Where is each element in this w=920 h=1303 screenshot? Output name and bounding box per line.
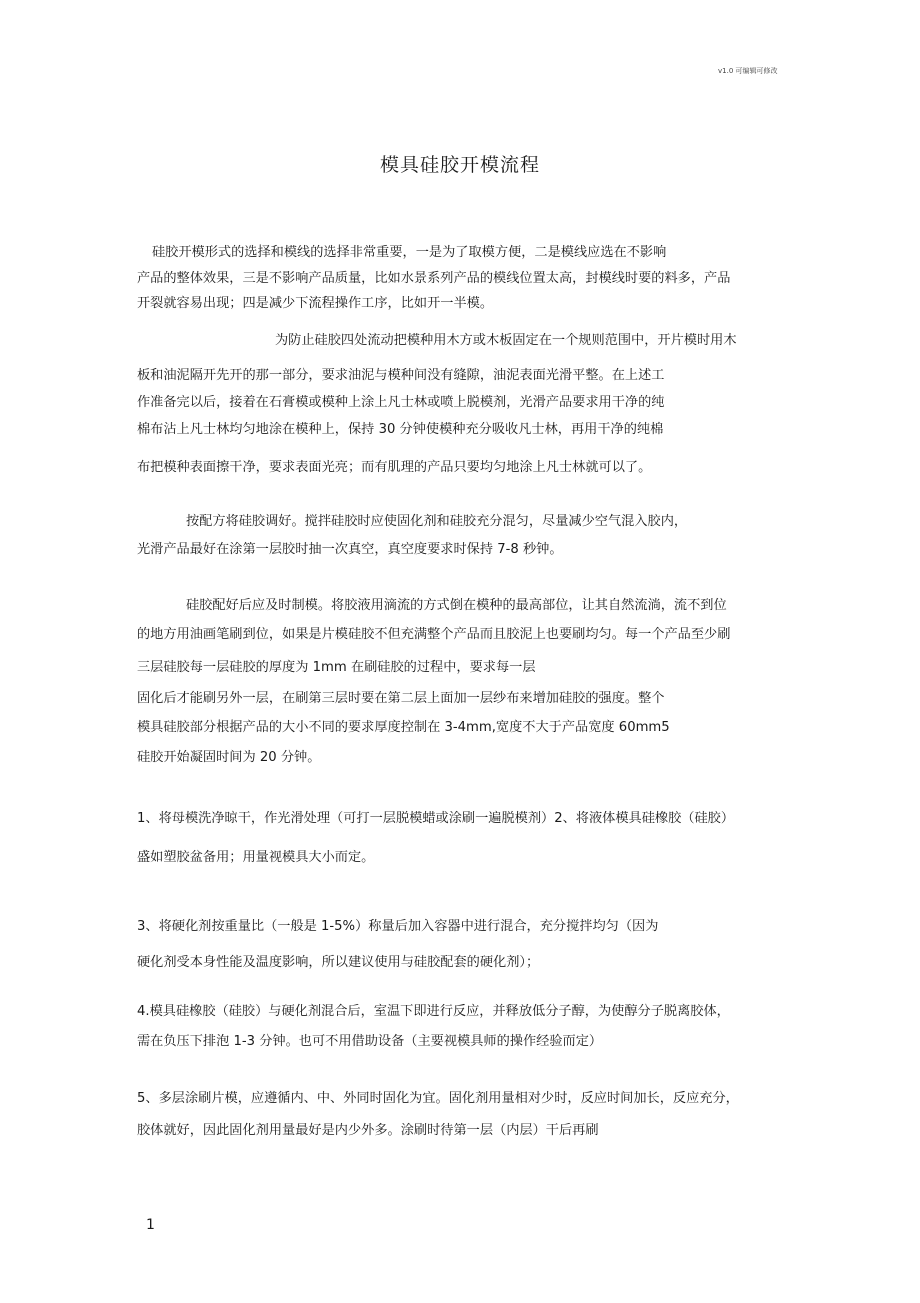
text-line: 三层硅胶每一层硅胶的厚度为 1mm 在刷硅胶的过程中，要求每一层: [137, 660, 536, 675]
text-line: 开裂就容易出现；四是减少下流程操作工序，比如开一半模。: [137, 296, 494, 311]
text-line: 作准备完以后，接着在石膏模或模种上涂上凡士林或喷上脱模剂，光滑产品要求用干净的纯: [137, 395, 665, 410]
document-title: 模具硅胶开模流程: [379, 154, 540, 176]
text-line: 棉布沾上凡士林均匀地涂在模种上，保持 30 分钟使模种充分吸收凡士林，再用干净的纯棉: [137, 422, 664, 437]
text-line: 模具硅胶部分根据产品的大小不同的要求厚度控制在 3-4mm,宽度不大于产品宽度 60mm5: [137, 720, 670, 735]
text-line: 硅胶开始凝固时间为 20 分钟。: [137, 750, 321, 765]
text-line: 4.模具硅橡胶（硅胶）与硬化剂混合后，室温下即进行反应，并释放低分子醇，为使醇分子脱离胶体，: [137, 1004, 730, 1019]
text-line: 胶体就好，因此固化剂用量最好是内少外多。涂刷时待第一层（内层）干后再刷: [137, 1123, 599, 1138]
text-line: 硅胶配好后应及时制模。将胶液用滴流的方式倒在模种的最高部位，让其自然流淌，流不到位: [186, 598, 727, 613]
text-line: 为防止硅胶四处流动把模种用木方或木板固定在一个规则范围中，开片模时用木: [275, 333, 737, 348]
text-line: 的地方用油画笔刷到位，如果是片模硅胶不但充满整个产品而且胶泥上也要刷均匀。每一个产品至少刷: [137, 627, 731, 642]
text-line: 盛如塑胶盆备用；用量视模具大小而定。: [137, 850, 375, 865]
text-line: 板和油泥隔开先开的那一部分，要求油泥与模种间没有缝隙，油泥表面光滑平整。在上述工: [137, 368, 665, 383]
text-line: 硬化剂受本身性能及温度影响，所以建议使用与硅胶配套的硬化剂）；: [137, 955, 540, 970]
text-line: 光滑产品最好在涂第一层胶时抽一次真空，真空度要求时保持 7-8 秒钟。: [137, 542, 563, 557]
text-line: 布把模种表面擦干净，要求表面光亮；而有肌理的产品只要均匀地涂上凡士林就可以了。: [137, 460, 652, 475]
page-number: 1: [146, 1217, 155, 1233]
text-line: 需在负压下排泡 1-3 分钟。也可不用借助设备（主要视模具师的操作经验而定）: [137, 1034, 603, 1049]
text-line: 1、将母模洗净晾干，作光滑处理（可打一层脱模蜡或涂刷一遍脱模剂）2、将液体模具硅橡胶（硅胶）: [137, 811, 735, 826]
text-line: 固化后才能刷另外一层，在刷第三层时要在第二层上面加一层纱布来增加硅胶的强度。整个: [137, 691, 665, 706]
text-line: 5、多层涂刷片模，应遵循内、中、外同时固化为宜。固化剂用量相对少时，反应时间加长，反应充分，: [137, 1091, 739, 1106]
text-line: 3、将硬化剂按重量比（一般是 1-5%）称量后加入容器中进行混合，充分搅拌均匀（因为: [137, 919, 659, 934]
text-line: 硅胶开模形式的选择和模线的选择非常重要，一是为了取模方便，二是模线应选在不影响: [152, 245, 667, 260]
version-note: v1.0 可编辑可修改: [718, 67, 778, 75]
text-line: 产品的整体效果，三是不影响产品质量，比如水景系列产品的模线位置太高，封模线时要的料多，产品: [137, 271, 731, 286]
text-line: 按配方将硅胶调好。搅拌硅胶时应使固化剂和硅胶充分混匀，尽量减少空气混入胶内，: [186, 514, 688, 529]
